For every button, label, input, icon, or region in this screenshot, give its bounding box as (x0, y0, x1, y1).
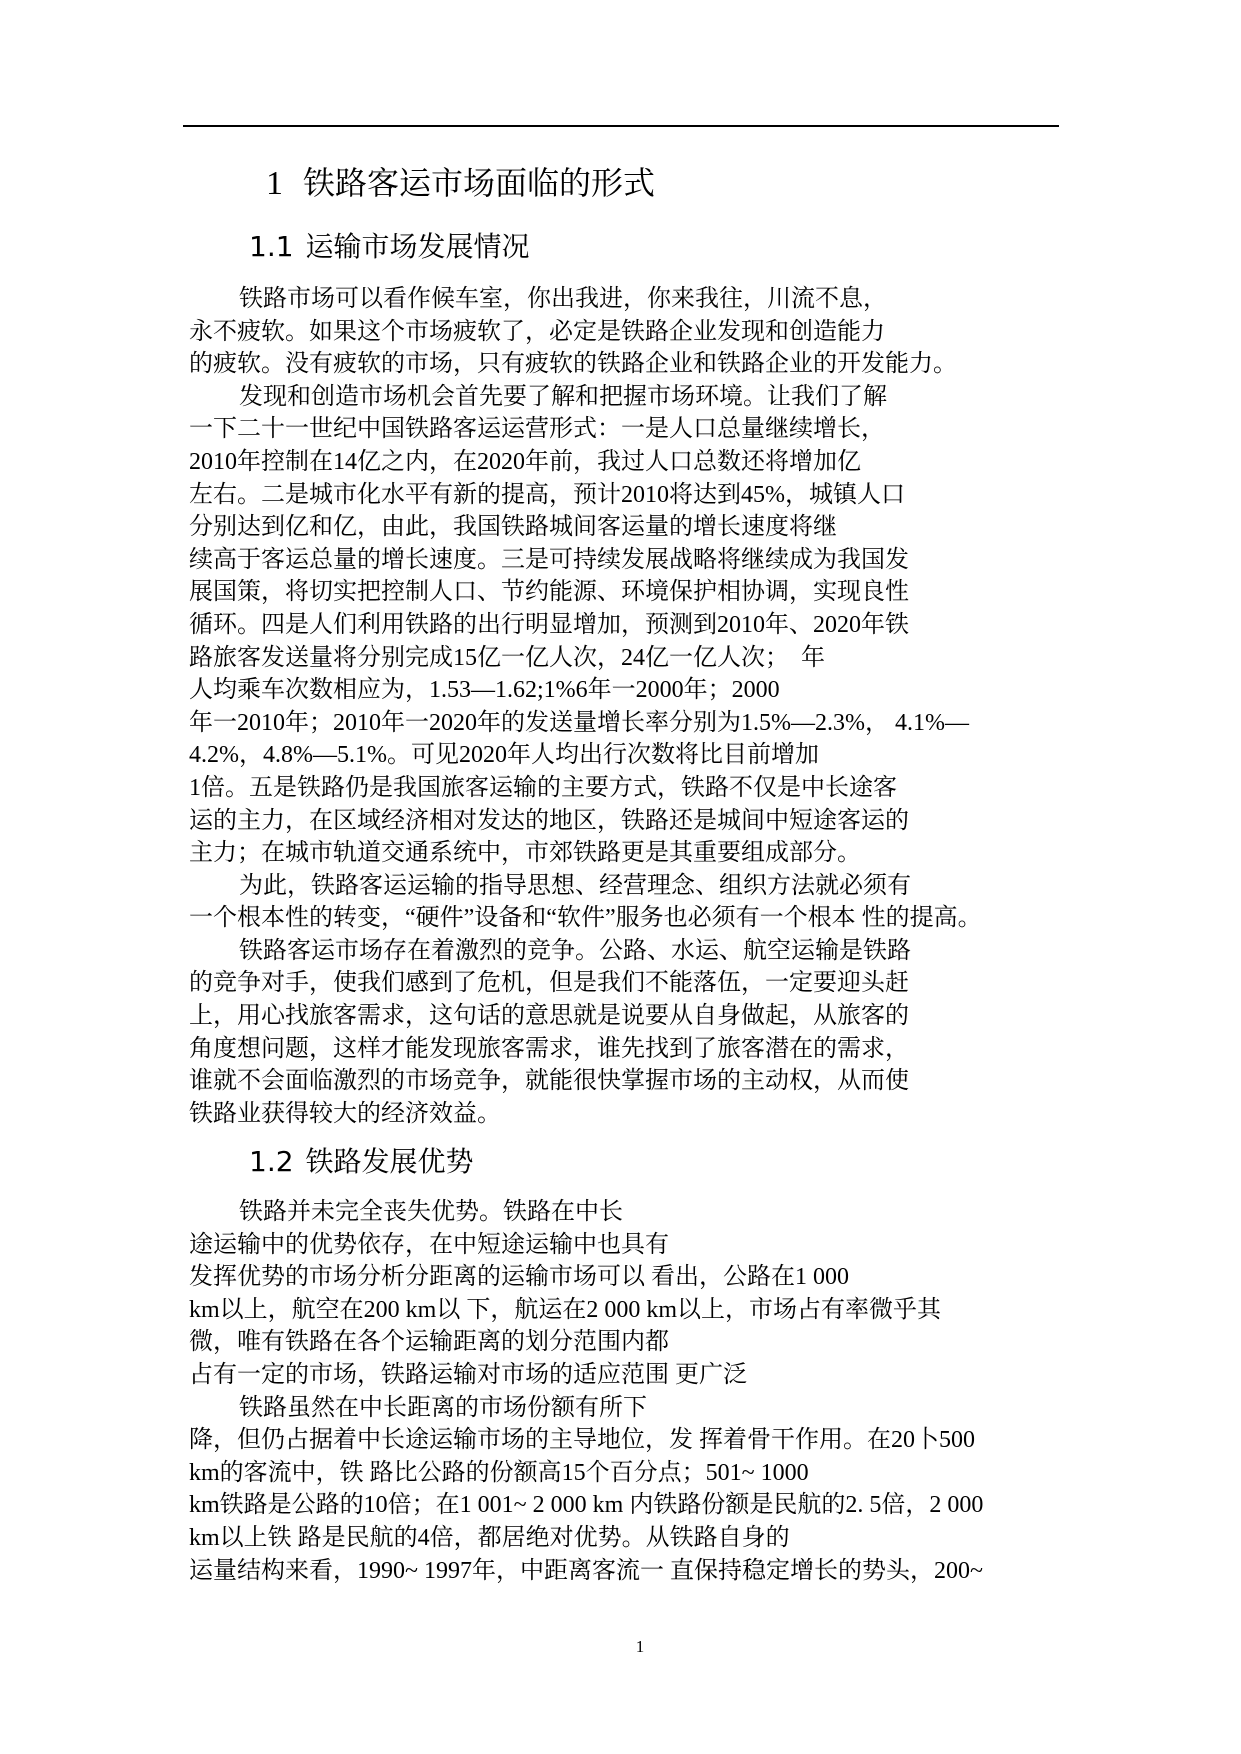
section-heading-1-1 (249, 229, 530, 265)
section-heading-1-2 (249, 1144, 474, 1180)
text-line: 运的主力，在区域经济相对发达的地区，铁路还是城间中短途客运的 (189, 807, 909, 834)
text-line: 分别达到亿和亿，由此，我国铁路城间客运量的增长速度将继 (189, 514, 837, 541)
text-line: 2010年控制在14亿之内，在2020年前，我过人口总数还将增加亿 (189, 448, 861, 475)
text-line: 路旅客发送量将分别完成15亿一亿人次，24亿一亿人次； 年 (189, 644, 825, 671)
section-number: 1.2 (249, 1145, 294, 1178)
text-line: 发现和创造市场机会首先要了解和把握市场环境。让我们了解 (239, 383, 887, 410)
text-line: 角度想问题，这样才能发现旅客需求，谁先找到了旅客潜在的需求， (189, 1035, 909, 1062)
page-number: 1 (635, 1637, 645, 1656)
chapter-number: 1 (266, 165, 283, 202)
chapter-title: 铁路客运市场面临的形式 (303, 164, 656, 202)
text-line: 人均乘车次数相应为，1.53—1.62;1%6年一2000年；2000 (189, 677, 780, 704)
text-line: 4.2%，4.8%—5.1%。可见2020年人均出行次数将比目前增加 (189, 742, 819, 769)
text-line: 铁路市场可以看作候车室，你出我进，你来我往，川流不息， (239, 286, 887, 312)
chapter-heading (266, 163, 655, 204)
text-line: 一下二十一世纪中国铁路客运运营形式：一是人口总量继续增长， (189, 416, 885, 443)
text-line: 降，但仍占据着中长途运输市场的主导地位，发 挥着骨干作用。在20卜500 (189, 1427, 975, 1454)
text-line: 的竞争对手，使我们感到了危机，但是我们不能落伍，一定要迎头赶 (189, 970, 909, 997)
text-line: 占有一定的市场，铁路运输对市场的适应范围 更广泛 (189, 1361, 747, 1388)
text-line: 年一2010年；2010年一2020年的发送量增长率分别为1.5%—2.3%， 4.1%— (189, 709, 969, 736)
text-line: 续高于客运总量的增长速度。三是可持续发展战略将继续成为我国发 (189, 546, 909, 573)
section-1-1-body (189, 283, 982, 1130)
text-line: 1倍。五是铁路仍是我国旅客运输的主要方式，铁路不仅是中长途客 (189, 774, 897, 801)
text-line: 铁路虽然在中长距离的市场份额有所下 (239, 1394, 647, 1421)
paragraph (189, 283, 982, 381)
text-line: 铁路业获得较大的经济效益。 (189, 1100, 501, 1127)
text-line: 运量结构来看，1990~ 1997年，中距离客流一 直保持稳定增长的势头，200~ (189, 1557, 983, 1584)
text-line: 微，唯有铁路在各个运输距离的划分范围内都 (189, 1329, 669, 1356)
section-title: 铁路发展优势 (305, 1145, 474, 1178)
paragraph (189, 381, 982, 870)
paragraph (189, 1392, 983, 1588)
text-line: 铁路并未完全丧失优势。铁路在中长 (239, 1199, 623, 1225)
text-line: km铁路是公路的10倍；在1 001~ 2 000 km 内铁路份额是民航的2. 5倍，2 000 (189, 1492, 984, 1519)
section-title: 运输市场发展情况 (305, 230, 530, 263)
text-line: km以上铁 路是民航的4倍，都居绝对优势。从铁路自身的 (189, 1524, 790, 1551)
text-line: 主力；在城市轨道交通系统中，市郊铁路更是其重要组成部分。 (189, 840, 861, 867)
header-rule (183, 125, 1059, 127)
text-line: 上，用心找旅客需求，这句话的意思就是说要从自身做起，从旅客的 (189, 1003, 909, 1030)
text-line: 循环。四是人们利用铁路的出行明显增加，预测到2010年、2020年铁 (189, 611, 909, 638)
text-line: 谁就不会面临激烈的市场竞争，就能很快掌握市场的主动权，从而使 (189, 1068, 909, 1095)
text-line: km以上，航空在200 km以 下，航运在2 000 km以上，市场占有率微乎其 (189, 1296, 942, 1323)
paragraph (189, 870, 982, 935)
text-line: 永不疲软。如果这个市场疲软了，必定是铁路企业发现和创造能力 (189, 318, 885, 345)
text-line: km的客流中，铁 路比公路的份额高15个百分点；501~ 1000 (189, 1459, 809, 1486)
text-line: 铁路客运市场存在着激烈的竞争。公路、水运、航空运输是铁路 (239, 937, 911, 964)
text-line: 展国策，将切实把控制人口、节约能源、环境保护相协调，实现良性 (189, 579, 909, 606)
section-1-2-body (189, 1196, 983, 1587)
paragraph (189, 1196, 983, 1392)
text-line: 左右。二是城市化水平有新的提高，预计2010将达到45%，城镇人口 (189, 481, 905, 508)
section-number: 1.1 (249, 230, 294, 263)
paragraph (189, 935, 982, 1131)
text-line: 发挥优势的市场分析分距离的运输市场可以 看出，公路在1 000 (189, 1264, 849, 1291)
text-line: 的疲软。没有疲软的市场，只有疲软的铁路企业和铁路企业的开发能力。 (189, 351, 957, 378)
text-line: 为此，铁路客运运输的指导思想、经营理念、组织方法就必须有 (239, 872, 911, 899)
text-line: 途运输中的优势依存，在中短途运输中也具有 (189, 1231, 669, 1258)
text-line: 一个根本性的转变，“硬件”设备和“软件”服务也必须有一个根本 性的提高。 (189, 905, 982, 932)
